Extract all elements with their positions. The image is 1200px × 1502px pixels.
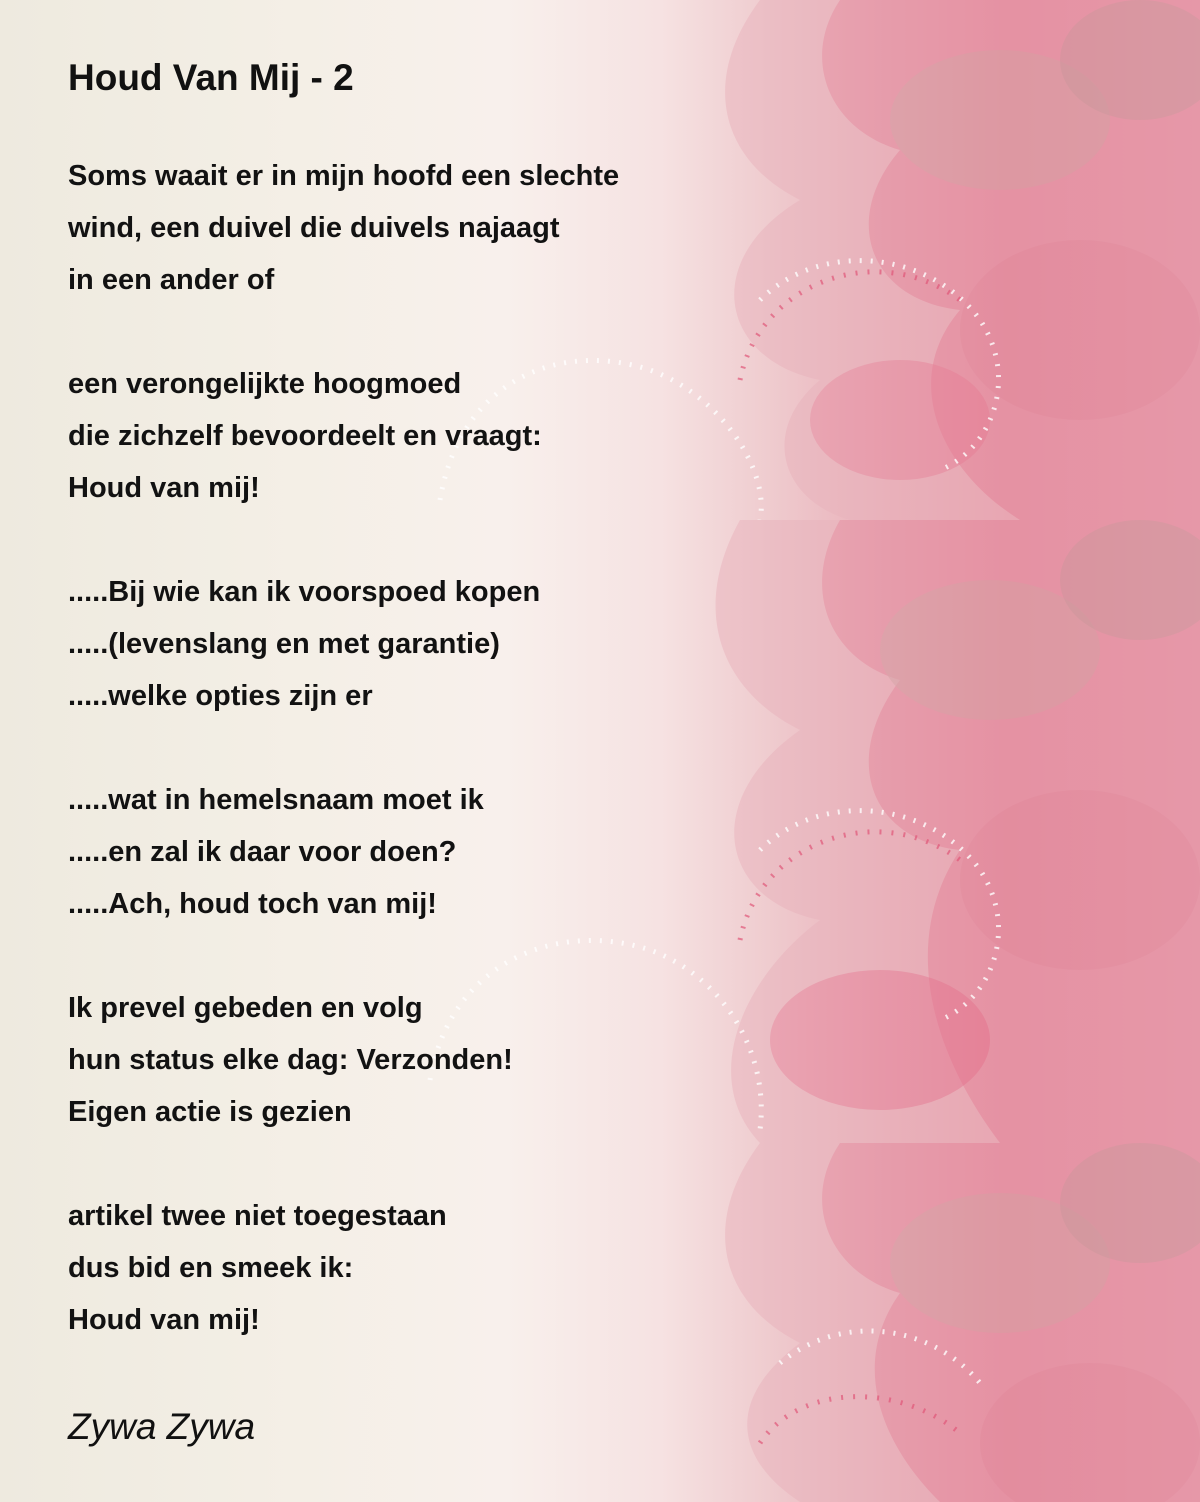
poem-line: .....en zal ik daar voor doen? — [68, 836, 457, 868]
poem-line: hun status elke dag: Verzonden! — [68, 1044, 513, 1076]
stanza-break — [68, 1138, 828, 1190]
poem-author: Zywa Zywa — [68, 1406, 256, 1447]
poem-body — [68, 150, 828, 1346]
poem-line: Ik prevel gebeden en volg — [68, 992, 423, 1024]
poem-line: .....welke opties zijn er — [68, 680, 373, 712]
poem-line: in een ander of — [68, 264, 275, 296]
poem-line: wind, een duivel die duivels najaagt — [68, 212, 560, 244]
stanza-break — [68, 514, 828, 566]
poem-line: Soms waait er in mijn hoofd een slechte — [68, 160, 620, 192]
stanza-break — [68, 930, 828, 982]
poem-line: artikel twee niet toegestaan — [68, 1200, 447, 1232]
poem-line: die zichzelf bevoordeelt en vraagt: — [68, 420, 542, 452]
stanza-break — [68, 722, 828, 774]
poem-title: Houd Van Mij - 2 — [68, 57, 354, 98]
poem-line: Eigen actie is gezien — [68, 1096, 352, 1128]
poem-line: .....Bij wie kan ik voorspoed kopen — [68, 576, 541, 608]
poem-line: dus bid en smeek ik: — [68, 1252, 354, 1284]
poem-line: .....(levenslang en met garantie) — [68, 628, 500, 660]
poem-line: Houd van mij! — [68, 1304, 260, 1336]
poem-line: .....Ach, houd toch van mij! — [68, 888, 437, 920]
poem-line: een verongelijkte hoogmoed — [68, 368, 462, 400]
poem-line: .....wat in hemelsnaam moet ik — [68, 784, 484, 816]
poem-line: Houd van mij! — [68, 472, 260, 504]
stanza-break — [68, 306, 828, 358]
